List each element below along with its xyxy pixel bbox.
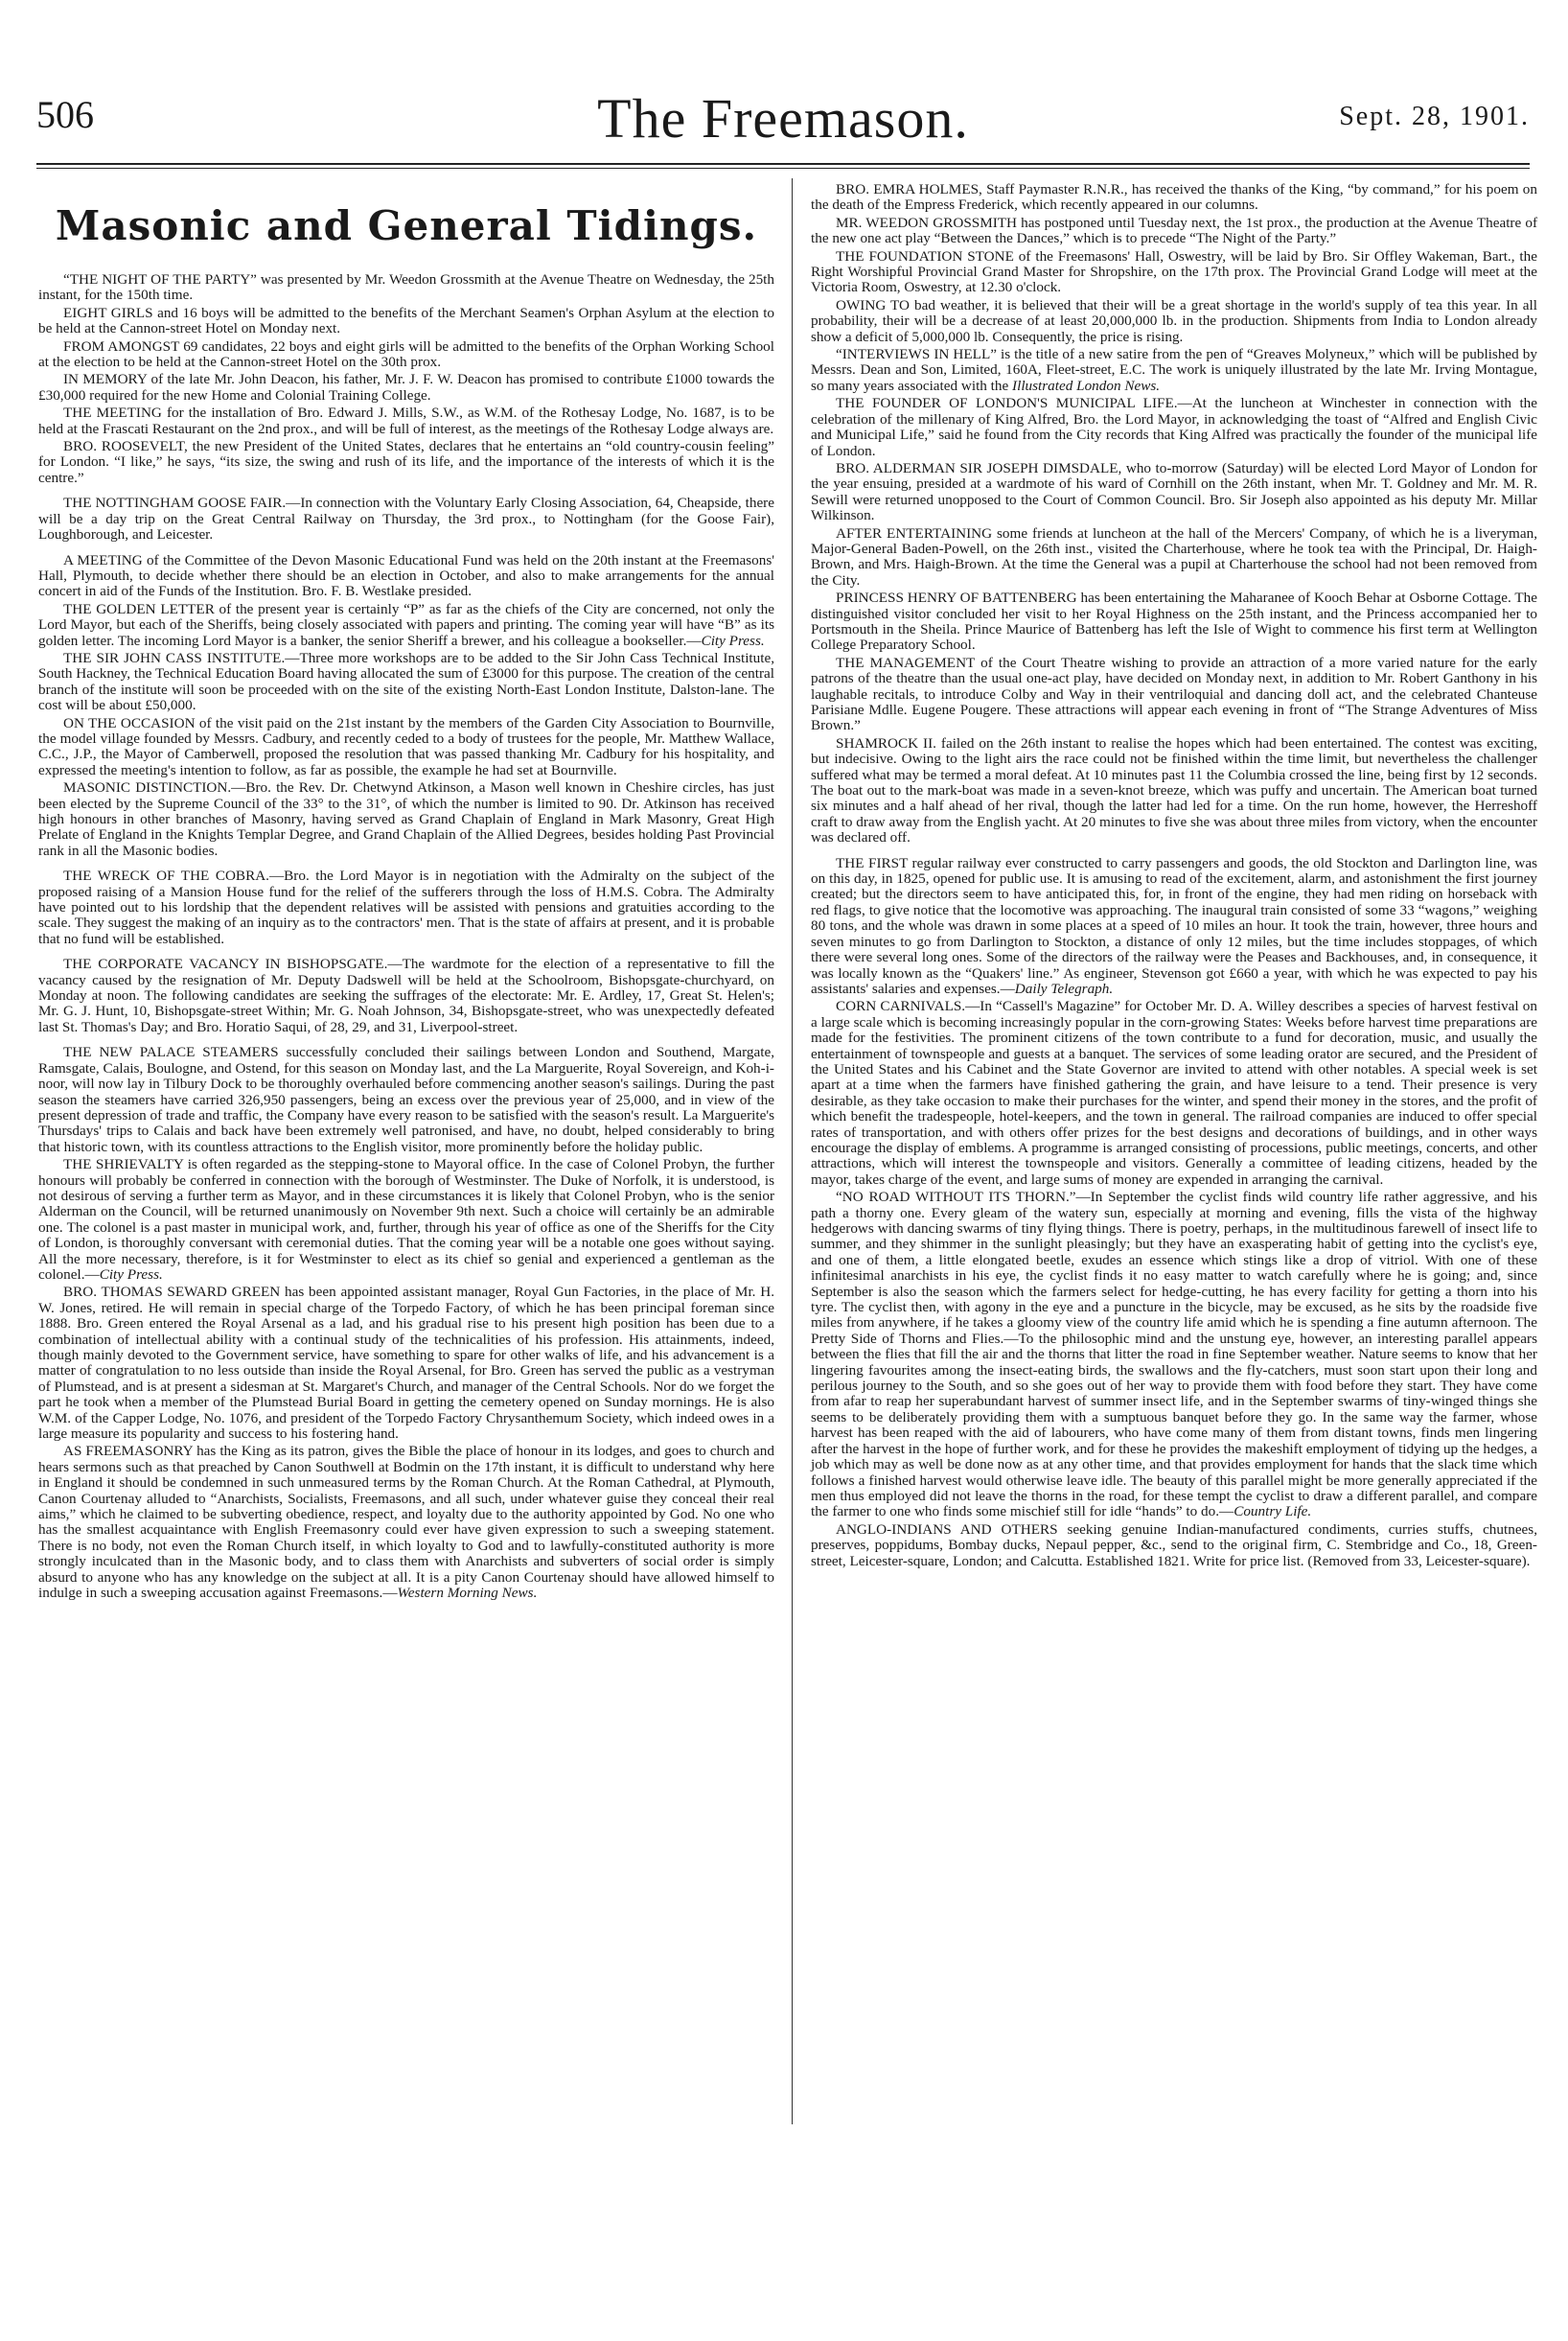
news-item <box>811 1522 1537 1569</box>
news-item <box>38 439 774 486</box>
item-lead: MR. WEEDON GROSSMITH <box>836 214 1018 231</box>
item-body: of the Court Theatre wishing to provide an attraction of a more varied nature for the early patrons of the theatre than the usual one-act play, have decided on Monday next, in addition to Mr. Robert Ganthony in his laughable recitals, to introduce Colby and Way in their ventriloquial and dancing doll act, and the celebrated Chanteuse Parisiane Mdlle. Eugene Pougere. These attractions will appear each evening in front of “The Strange Adventures of Miss Brown.” <box>811 654 1537 734</box>
item-body: 69 candidates, 22 boys and eight girls will be admitted to the benefits of the Orphan Working School at the election to be held at the Cannon-street Hotel on the 30th prox. <box>38 337 774 371</box>
item-lead: THE WRECK OF THE COBRA. <box>63 868 269 885</box>
left-column <box>38 182 774 1604</box>
item-body: failed on the 26th instant to realise the hopes which had been entertained. The contest was exciting, but indecisive. Owing to the light airs the race could not be finished within the time limit, but nevertheless the challenger suffered what may be termed a moral defeat. At 10 minutes past 11 the Columbia crossed the line, being first by 12 seconds. The boat out to the mark-boat was made in a seven-knot breeze, which was puffy and uncertain. The American boat turned six minutes and a half ahead of her rival, though the latter had led for a time. On the run home, however, the Herreshoff craft to draw away from the English yacht. At 20 minutes to five she was about three miles from victory, when the encounter was declared off. <box>811 734 1537 846</box>
news-item <box>38 339 774 371</box>
item-body: for the installation of Bro. Edward J. Mills, S.W., as W.M. of the Rothesay Lodge, No. 1687, is to be held at the Frascati Restaurant on the 2nd prox., and will be full of interest, as the meetings of the Rothesay Lodge always are. <box>38 405 774 437</box>
item-lead: ON THE OCCASION <box>63 714 196 731</box>
item-body: regular railway ever constructed to carry passengers and goods, the old Stockton and Darlington line, was on this day, in 1825, opened for public use. It is amusing to read of the excitement, alarm, and astonishment the first journey created; but the directors seem to have anticipated this, for, in front of the engine, they had men riding on horseback with red flags, to give notice that the locomotive was approaching. The inaugural train consisted of some 33 “wagons,” weighing 80 tons, and the whole was drawn in some places at a speed of 10 miles an hour. It took the train, however, three hours and seven minutes to go from Darlington to Stockton, a distance of only 12 miles, but the time includes stoppages, of which there were several long ones. Some of the directors of the railway were the Peases and Backhouses, and, in consequence, it was locally known as the “Quakers' line.” As engineer, Stevenson got £660 a year, with which he was expected to pay his assistants' salaries and expenses.— <box>811 854 1537 997</box>
item-lead: THE FOUNDATION STONE <box>836 247 1014 265</box>
item-body: bad weather, it is believed that their will be a great shortage in the world's supply of tea this year. In all probability, their will be a decrease of at least 20,000,000 lb. in the production. Shipments from India to London already show a deficit of 5,000,000 lb. Consequently, the price is rising. <box>811 296 1537 345</box>
item-body: has the King as its patron, gives the Bible the place of honour in its lodges, and goes to church and hears sermons such as that preached by Canon Southwell at Bodmin on the 17th instant, it is difficult to understand why here in England it should be condemned in such unmeasured terms by the Roman Church. At the Roman Cathedral, at Plymouth, Canon Courtenay alluded to “Anarchists, Socialists, Freemasons, and all such, under whatever guise they conceal their real aims,” which he claimed to be subverting obedience, respect, and loyalty due to the authority appointed by God. No one who has the smallest acquaintance with English Freemasonry could ever have given expression to such a sweeping statement. There is no body, not even the Roman Church itself, in which loyalty to God and to lawfully-constituted authority is more strongly inculcated than in the Masonic body, and to class them with Anarchists and subverters of social order is simply absurd to anyone who has any knowledge on the subject at all. It is a pity Canon Courtenay should have allowed himself to indulge in such a sweeping accusation against Freemasons.— <box>38 1443 774 1602</box>
item-body: —In September the cyclist finds wild country life rather aggressive, and his path a thorny one. Every gleam of the watery sun, especially at morning and evening, fills the vista of the highway hedgerows with dancing swarms of tiny flying things. There is poetry, perhaps, in the multitudinous farewell of insect life to summer, and they shimmer in the sunlight pleasingly; but they have an exasperating habit of getting into the cyclist's eye, and one of them, a little elongated beetle, exudes an essence which stings like a drop of vitriol. With one of these infinitesimal anarchists in his eye, the cyclist finds it no easy matter to watch carefully where he is going; and, since September is also the season which the farmers select for hedge-cutting, he has every facility for getting a thorn into his tyre. The cyclist then, with agony in the eye and a puncture in the bicycle, may be excused, as he sits by the roadside five miles from anywhere, if he takes a gloomy view of the country life amid which he is spending a fine autumn afternoon. The Pretty Side of Thorns and Flies.—To the philosophic mind and the unstung eye, however, an interesting parallel appears between the flies that fill the air and the thorns that litter the road in fine September weather. Nature seems to know that her lingering favourites among the insect-eating birds, the swallows and the fly-catchers, must soon start upon their long and perilous journey to the South, and so she goes out of her way to provide them with food before they start. They have come from afar to reap her superabundant harvest of summer insect life, and in the September swarms of tiny-winged things she seems to be deliberately providing them with a sumptuous banquet before they go. In the same way the farmer, whose harvest has been reaped with the aid of labourers, who have come many of them from distant towns, finds men lingering after the harvest in the hope of further work, and for these he provides the makeshift employment of tidying up the hedges, a job which may as well be done now as at any other time, and that provides employment for hands that the slack time which follows a finished harvest would otherwise leave idle. The beauty of this parallel might be more generally appreciated if the men thus employed did not leave the thorns in the road, for these tempt the cyclist to draw a different parallel, and compare the farmer to one who finds some mischief still for idle “hands” to do.— <box>811 1189 1537 1520</box>
news-item <box>38 1285 774 1442</box>
item-lead: THE MANAGEMENT <box>836 654 976 671</box>
news-item <box>38 957 774 1035</box>
item-body: is the title of a new satire from the pen of “Greaves Molyneux,” which will be published by Messrs. Dean and Son, Limited, 160A, Fleet-street, E.C. The work is uniquely illustrated by the late Mr. Irving Montague, so many years associated with the <box>811 346 1537 394</box>
item-lead: “INTERVIEWS IN HELL” <box>836 346 997 363</box>
item-lead: BRO. ROOSEVELT, <box>63 438 188 455</box>
news-item <box>811 182 1537 214</box>
item-lead: A MEETING <box>63 551 143 568</box>
news-item <box>38 372 774 404</box>
item-lead: THE NOTTINGHAM GOOSE FAIR. <box>63 495 287 512</box>
news-item <box>811 856 1537 998</box>
item-body: of the visit paid on the 21st instant by the members of the Garden City Association to Bournville, the model village founded by Messrs. Cadbury, and recently ceded to a body of trustees for the people, Mr. Matthew Wallace, C.C., J.P., the Mayor of Camberwell, proposed the resolution that was passed thanking Mr. Cadbury for his hospitality, and expressed the meeting's intention to follow, as far as possible, the example he had set at Bournville. <box>38 714 774 778</box>
item-lead: EIGHT GIRLS <box>63 304 153 321</box>
item-citation: Country Life. <box>1234 1503 1312 1520</box>
left-column-articles <box>38 272 774 1602</box>
column-divider <box>792 178 793 2124</box>
item-lead: THE SHRIEVALTY <box>63 1156 184 1173</box>
item-body: seeking genuine Indian-manufactured condiments, curries stuffs, chutnees, preserves, poppidums, Bombay ducks, Nepaul pepper, &c., send to the original firm, C. Stembridge and Co., 18, Green-street, Leicester-square, London; and Calcutta. Established 1821. Write for price list. (Removed from 33, Leicester-square). <box>811 1520 1538 1569</box>
news-item <box>811 298 1537 345</box>
item-lead: AFTER ENTERTAINING <box>836 524 993 542</box>
section-heading: Masonic and General Tidings. <box>55 202 758 249</box>
item-body: of the Freemasons' Hall, Oswestry, will be laid by Bro. Sir Offley Wakeman, Bart., the Right Worshipful Provincial Grand Master for Shropshire, on the 17th prox. The Provincial Grand Lodge will meet at the Victoria Room, Oswestry, at 12.30 o'clock. <box>811 247 1537 296</box>
item-body: —Bro. the Rev. Dr. Chetwynd Atkinson, a Mason well known in Cheshire circles, has just been elected by the Supreme Council of the 33° to the 31°, of which the number is limited to 90. Dr. Atkinson has received high honours in other branches of Masonry, having served as Grand Chaplain of England in Mark Masonry, Great High Prelate of England in the Knights Templar Degree, and Grand Chaplain of the Allied Degrees, besides holding Past Provincial rank in all the Masonic bodies. <box>38 779 774 859</box>
news-item <box>38 869 774 947</box>
news-item <box>811 1190 1537 1520</box>
masthead-rule-thin <box>36 168 1530 169</box>
publication-title: The Freemason. <box>597 87 969 150</box>
news-item <box>811 999 1537 1188</box>
item-lead: THE NEW PALACE STEAMERS <box>63 1044 279 1061</box>
news-item <box>38 496 774 543</box>
item-body: has postponed until Tuesday next, the 1st prox., the production at the Avenue Theatre of the new one act play “Between the Dances,” which is to precede “The Night of the Party.” <box>811 214 1538 247</box>
item-lead: THE SIR JOHN CASS INSTITUTE. <box>63 649 286 666</box>
news-item <box>38 1157 774 1283</box>
news-item <box>811 736 1537 846</box>
item-lead: “THE NIGHT OF THE PARTY” <box>63 271 257 288</box>
masthead-rule <box>36 163 1530 165</box>
news-item <box>811 461 1537 524</box>
item-body: —In “Cassell's Magazine” for October Mr. D. A. Willey describes a species of harvest festival on a large scale which is becoming increasingly popular in the corn-growing States: Weeks before harvest time preparations are made for the festivities. The prominent citizens of the town contribute to a fund for decoration, music, and usually the entertainment of townspeople and guests at a banquet. The services of some leading orator are secured, and the President of the United States and his Cabinet and the State Governor are invited to attend with other notables. A special week is set apart at a time when the farmers have finished gathering the grain, and have leisure to a tend. Their presence is very desirable, as they take occasion to make their purchases for the winter, and spend their money in the stores, and the profit of which benefit the tradespeople, hotel-keepers, and the town in general. The railroad companies are induced to offer special rates of transportation, and with others offer prizes for the best designs and decorations of buildings, and in other ways encourage the display of emblems. A programme is arranged consisting of processions, public meetings, concerts, and other attractions, which will interest the townspeople and visitors. Generally a committee of leading citizens, headed by the mayor, takes charge of the event, and large sums of money are expended in arranging the carnival. <box>811 998 1537 1188</box>
item-citation: City Press. <box>701 632 765 649</box>
item-body: has been appointed assistant manager, Royal Gun Factories, in the place of Mr. H. W. Jones, retired. He will remain in special charge of the Torpedo Factory, of which he has been principal foreman since 1888. Bro. Green entered the Royal Arsenal as a lad, and his gradual rise to his present high position has been due to a combination of intellectual ability with a continual study of the technicalities of his profession. His attainments, indeed, though mainly devoted to the Government service, have something to spare for other walks of life, and his advancement is a matter of congratulation to no less outside than inside the Royal Arsenal, for Bro. Green has served the public as a vestryman of Plumstead, and is at present a sidesman at St. Margaret's Church, and manager of the Central Schools. Nor do we forget the part he took when a member of the Plumstead Burial Board in getting the cemetery opened on Sunday mornings. He is also W.M. of the Capper Lodge, No. 1076, and president of the Torpedo Factory Chrysanthemum Society, which indeed owes in a large measure its popularity and success to his fostering hand. <box>38 1284 774 1443</box>
item-body: who to-morrow (Saturday) will be elected Lord Mayor of London for the year ensuing, presided at a wardmote of his ward of Cornhill on the 26th instant, when Mr. T. Goldney and Mr. M. R. Sewill were returned unopposed to the Court of Common Council. Bro. Sir Joseph also appointed as his deputy Mr. Millar Wilkinson. <box>811 459 1537 524</box>
item-body: successfully concluded their sailings between London and Southend, Margate, Ramsgate, Calais, Boulogne, and Ostend, for this season on Monday last, and the La Marguerite, Royal Sovereign, and Koh-i-noor, will now lay in Tilbury Dock to be thoroughly overhauled before commencing another season's sailings. During the past season the steamers have carried 326,950 passengers, being an excess over the previous year of 25,000, and in view of the present depression of trade and traffic, the Company have every reason to be satisfied with the season's result. La Marguerite's Thursdays' trips to Calais and back have been extremely well patronised, and have, no doubt, helped considerably to bring that historic town, with its countless attractions to the English visitor, more prominently before the holiday public. <box>38 1044 775 1155</box>
item-lead: OWING TO <box>836 296 911 313</box>
news-item <box>811 396 1537 459</box>
item-lead: AS FREEMASONRY <box>63 1443 194 1460</box>
item-citation: City Press. <box>99 1265 163 1283</box>
item-body: and 16 boys will be admitted to the benefits of the Merchant Seamen's Orphan Asylum at the election to be held at the Cannon-street Hotel on Monday next. <box>38 304 775 337</box>
news-item <box>38 1444 774 1601</box>
item-body: Staff Paymaster R.N.R., has received the thanks of the King, “by command,” for his poem on the death of the Empress Frederick, which recently appeared in our columns. <box>811 181 1537 214</box>
item-lead: FROM AMONGST <box>63 337 180 355</box>
item-body: —Bro. the Lord Mayor is in negotiation with the Admiralty on the subject of the proposed raising of a Mansion House fund for the relief of the sufferers through the loss of H.M.S. Cobra. The Admiralty have pointed out to his lordship that the dependent relatives will be assisted with pensions and gratuities according to the scale. They suggest the making of an inquiry as to the contractors' men. That is the state of affairs at present, and it is probable that no fund will be established. <box>38 868 774 947</box>
item-lead: THE GOLDEN LETTER <box>63 600 215 617</box>
news-item <box>811 347 1537 394</box>
item-body: of the present year is certainly “P” as far as the chiefs of the City are concerned, not only the Lord Mayor, but each of the Sheriffs, being closely associated with papers and printing. The coming year will have “B” as its golden letter. The incoming Lord Mayor is a banker, the senior Sheriff a brewer, and his colleague a bookseller.— <box>38 600 774 649</box>
issue-date: Sept. 28, 1901. <box>1339 102 1530 131</box>
right-column-articles <box>811 182 1537 1569</box>
item-body: is often regarded as the stepping-stone to Mayoral office. In the case of Colonel Probyn, the further honours will probably be conferred in connection with the borough of Westminster. The Duke of Norfolk, it is understood, is not desirous of serving a further term as Mayor, and in these circumstances it is likely that Colonel Probyn, who is the senior Alderman on the Council, will be returned unanimously on November 9th next. Such a choice will certainly be an admirable one. The colonel is a past master in municipal work, and, further, through his year of office as one of the Sheriffs for the City of London, is thoroughly conversant with ceremonial duties. That the coming year will be a notable one goes without saying. All the more necessary, therefore, is it for Westminster to elect as its chief so genial and experienced a gentleman as the colonel.— <box>38 1156 774 1283</box>
item-lead: BRO. THOMAS SEWARD GREEN <box>63 1284 281 1301</box>
news-item <box>38 780 774 859</box>
news-item <box>38 1045 774 1155</box>
item-lead: MASONIC DISTINCTION. <box>63 779 232 797</box>
news-item <box>38 306 774 337</box>
item-body: —In connection with the Voluntary Early Closing Association, 64, Cheapside, there will be a day trip on the Great Central Railway on Thursday, the 3rd prox., to Nottingham (for the Goose Fair), Loughborough, and Leicester. <box>38 495 774 544</box>
masthead <box>36 87 1530 161</box>
page-number: 506 <box>36 93 94 136</box>
news-item <box>811 591 1537 654</box>
item-lead: BRO. EMRA HOLMES, <box>836 181 982 197</box>
right-column <box>811 182 1537 1571</box>
item-lead: SHAMROCK II. <box>836 734 936 752</box>
item-body: —The wardmote for the election of a representative to fill the vacancy caused by the resignation of Mr. Deputy Dadswell will be held at the Schoolroom, Bishopsgate-churchyard, on Monday at noon. The following candidates are seeking the suffrages of the electorate: Mr. E. Ardley, 17, Great St. Helen's; Mr. G. J. Hunt, 10, Bishopsgate-street Within; Mr. G. Noah Johnson, 34, Bishopsgate-street, who was unexpectedly defeated last St. Thomas's Day; and Bro. Horatio Saqui, of 28, 29, and 31, Liverpool-street. <box>38 956 774 1035</box>
news-item <box>811 656 1537 734</box>
news-item <box>811 216 1537 247</box>
news-item <box>811 526 1537 590</box>
item-lead: CORN CARNIVALS. <box>836 998 966 1015</box>
news-item <box>38 406 774 437</box>
item-body: of the Committee of the Devon Masonic Educational Fund was held on the 20th instant at the Freemasons' Hall, Plymouth, to decide whether there should be an election in October, and also to make arrangements for the annual concert in aid of the Funds of the Institution. Bro. F. B. Westlake presided. <box>38 551 775 600</box>
item-lead: BRO. ALDERMAN SIR JOSEPH DIMSDALE, <box>836 459 1122 476</box>
item-lead: “NO ROAD WITHOUT ITS THORN.” <box>836 1189 1076 1206</box>
news-item <box>38 651 774 714</box>
news-item <box>38 716 774 779</box>
item-lead: THE FOUNDER OF LONDON'S MUNICIPAL LIFE. <box>836 395 1178 412</box>
item-body: was presented by Mr. Weedon Grossmith at the Avenue Theatre on Wednesday, the 25th instant, for the 150th time. <box>38 271 774 304</box>
item-lead: PRINCESS HENRY OF BATTENBERG <box>836 590 1077 607</box>
item-body: has been entertaining the Maharanee of Kooch Behar at Osborne Cottage. The distinguished visitor concluded her visit to her Royal Highness on the 25th instant, and the Princess accompanied her to Portsmouth in the Sheila. Prince Maurice of Battenberg has left the Isle of Wight to commence his first term at Wellington College Preparatory School. <box>811 590 1537 654</box>
item-lead: ANGLO-INDIANS AND OTHERS <box>836 1520 1058 1538</box>
item-citation: Daily Telegraph. <box>1014 980 1114 997</box>
news-item <box>38 602 774 649</box>
item-body: of the late Mr. John Deacon, his father, Mr. J. F. W. Deacon has promised to contribute £1000 towards the £30,000 required for the new Home and Colonial Training College. <box>38 371 774 404</box>
item-lead: THE MEETING <box>63 405 162 422</box>
item-body: the new President of the United States, declares that he entertains an “old country-cousin feeling” for London. “I like,” he says, “its size, the swing and rush of its life, and the importance of the interests of which it is the centre.” <box>38 438 774 486</box>
item-citation: Western Morning News. <box>397 1585 538 1602</box>
item-citation: Illustrated London News. <box>1012 377 1161 394</box>
item-body: —Three more workshops are to be added to the Sir John Cass Technical Institute, South Hackney, the Technical Education Board having allocated the sum of £3000 for this purpose. The creation of the central branch of the institute will soon be proceeded with on the site of the existing North-East London Institute, Dalston-lane. The cost will be about £50,000. <box>38 649 774 714</box>
news-item <box>38 272 774 304</box>
item-lead: THE FIRST <box>836 854 909 871</box>
item-body: —At the luncheon at Winchester in connection with the celebration of the millenary of King Alfred, Bro. the Lord Mayor, in acknowledging the toast of “Alfred and English Civic and Municipal Life,” said he found from the City records that King Alfred was practically the founder of the municipal life of London. <box>811 395 1538 459</box>
news-item <box>38 553 774 600</box>
item-body: some friends at luncheon at the hall of the Mercers' Company, of which he is a liveryman, Major-General Baden-Powell, on the 26th inst., visited the Charterhouse, where he took tea with the Principal, Dr. Haigh-Brown, and Mrs. Haigh-Brown. At the time the General was a pupil at Charterhouse the school had not been removed from the City. <box>811 524 1537 589</box>
item-lead: IN MEMORY <box>63 371 148 388</box>
news-item <box>811 249 1537 296</box>
item-lead: THE CORPORATE VACANCY IN BISHOPSGATE. <box>63 956 388 973</box>
